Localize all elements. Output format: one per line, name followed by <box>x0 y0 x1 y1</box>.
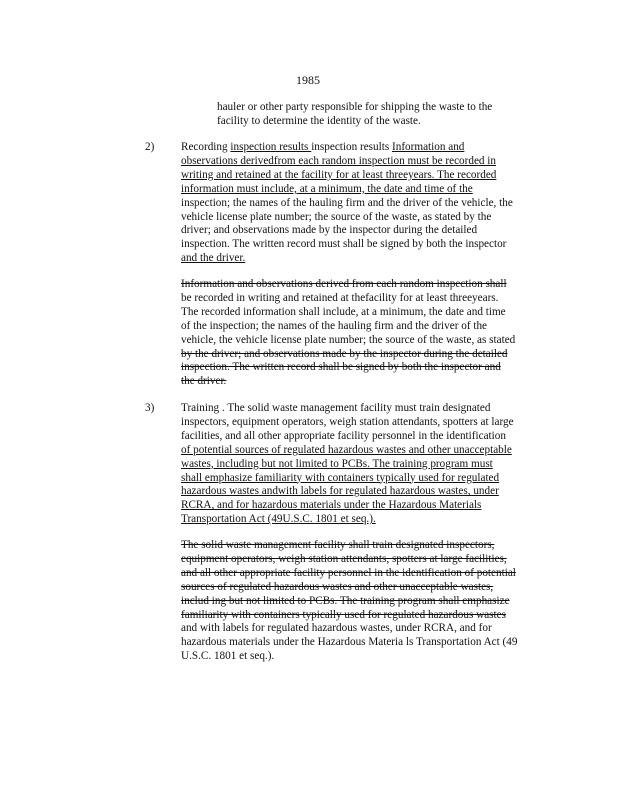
text-line <box>181 197 537 211</box>
inserted-text: shall emphasize familiarity with containers typically used for regulated <box>181 471 500 484</box>
text-line <box>181 513 537 527</box>
text-line: hauler or other party responsible for shipping the waste to the <box>217 101 493 113</box>
text-line <box>181 581 537 595</box>
amended-paragraph <box>181 402 537 527</box>
section-number: 3) <box>145 402 155 414</box>
text-line <box>181 499 537 513</box>
text-line <box>181 553 537 567</box>
text-line <box>181 650 537 664</box>
page-number: 1985 <box>296 73 320 87</box>
inserted-text: RCRA, and for hazardous materials under the Hazardous Materials <box>181 499 482 512</box>
text-line <box>181 636 537 650</box>
inserted-text: observations derivedfrom each random inspection must be recorded in <box>181 154 497 167</box>
struck-text: sources of regulated hazardous wastes and other unacceptable wastes, <box>181 580 494 593</box>
inserted-text: Transportation Act (49U.S.C. 1801 et seq.). <box>181 513 376 526</box>
struck-text: equipment operators, weigh station attendants, spotters at large facilities, <box>181 552 507 565</box>
struck-text: Information and observations derived from each random inspection shall <box>181 278 507 290</box>
section-number: 2) <box>145 141 155 153</box>
inserted-text: hazardous wastes andwith labels for regulated hazardous wastes, under <box>181 485 499 498</box>
inserted-text: wastes, including but not limited to PCBs. The training program must <box>181 457 493 470</box>
text-run: and with labels for regulated hazardous wastes, under RCRA, and for <box>181 622 492 635</box>
text-run: be recorded in writing and retained at thefacility for at least threeyears. <box>181 291 499 304</box>
text-run: Training . The solid waste management facility must train designated <box>181 402 491 414</box>
text-line <box>181 472 537 486</box>
text-line <box>181 348 537 362</box>
text-line: facility to determine the identity of the waste. <box>217 114 421 127</box>
text-line <box>181 224 537 238</box>
text-run: vehicle, the vehicle license plate number; the source of the waste, as stated <box>181 333 516 346</box>
inserted-text: and the driver. <box>181 252 246 265</box>
text-run: vehicle license plate number; the source of the waste, as stated by the <box>181 210 492 223</box>
inserted-text: information must include, at a minimum, the date and time of the <box>181 182 473 195</box>
text-line <box>181 141 537 155</box>
text-line <box>181 211 537 225</box>
text-line <box>181 430 537 444</box>
text-line <box>181 155 537 169</box>
text-line <box>181 252 537 266</box>
text-line <box>181 444 537 458</box>
text-line <box>181 361 537 375</box>
text-line <box>181 567 537 581</box>
inserted-text: inspection results <box>230 141 312 153</box>
text-line <box>181 278 537 292</box>
text-run: facilities, and all other appropriate facility personnel in the identification <box>181 429 506 442</box>
amended-paragraph <box>181 141 537 266</box>
text-run: of the inspection; the names of the hauling firm and the driver of the <box>181 319 488 332</box>
text-line <box>181 183 537 197</box>
deleted-paragraph <box>181 539 537 664</box>
text-run: U.S.C. 1801 et seq.). <box>181 650 275 663</box>
text-run: driver; and observations made by the inspector during the detailed <box>181 224 478 237</box>
text-run: inspectors, equipment operators, weigh station attendants, spotters at large <box>181 415 514 428</box>
text-line <box>181 402 537 416</box>
deleted-paragraph <box>181 278 537 389</box>
text-line <box>181 458 537 472</box>
struck-text: the driver. <box>181 375 227 388</box>
struck-text: by the driver; and observations made by the inspector during the detailed <box>181 347 508 360</box>
text-line <box>181 320 537 334</box>
text-line <box>181 622 537 636</box>
text-run: hazardous materials under the Hazardous Materia ls Transportation Act (49 <box>181 636 518 649</box>
text-run: inspection. The written record must shall be signed by both the inspector <box>181 238 507 251</box>
text-line <box>181 416 537 430</box>
text-line <box>181 609 537 623</box>
text-line <box>181 485 537 499</box>
text-run: inspection results <box>311 141 392 153</box>
inserted-text: writing and retained at the facility for at least threeyears. The recorded <box>181 168 497 181</box>
struck-text: and all other appropriate facility personnel in the identification of potential <box>181 566 516 579</box>
struck-text: familiarity with containers typically used for regulated hazardous wastes <box>181 608 506 621</box>
text-line <box>181 595 537 609</box>
text-line <box>181 169 537 183</box>
text-run: Recording <box>181 141 231 153</box>
text-run: inspection; the names of the hauling firm and the driver of the vehicle, the <box>181 196 513 209</box>
struck-text: The solid waste management facility shall train designated inspectors, <box>181 539 495 551</box>
text-line <box>181 238 537 252</box>
inserted-text: of potential sources of regulated hazardous wastes and other unacceptable <box>181 443 512 456</box>
struck-text: includ ing but not limited to PCBs. The training program shall emphasize <box>181 594 510 607</box>
text-line <box>181 334 537 348</box>
intro-paragraph <box>217 101 513 129</box>
inserted-text: Information and <box>392 141 465 153</box>
text-line <box>181 375 537 389</box>
text-line <box>181 292 537 306</box>
text-line <box>181 539 537 553</box>
text-line <box>181 306 537 320</box>
text-run: The recorded information shall include, at a minimum, the date and time <box>181 305 506 318</box>
struck-text: inspection. The written record shall be signed by both the inspector and <box>181 361 501 374</box>
